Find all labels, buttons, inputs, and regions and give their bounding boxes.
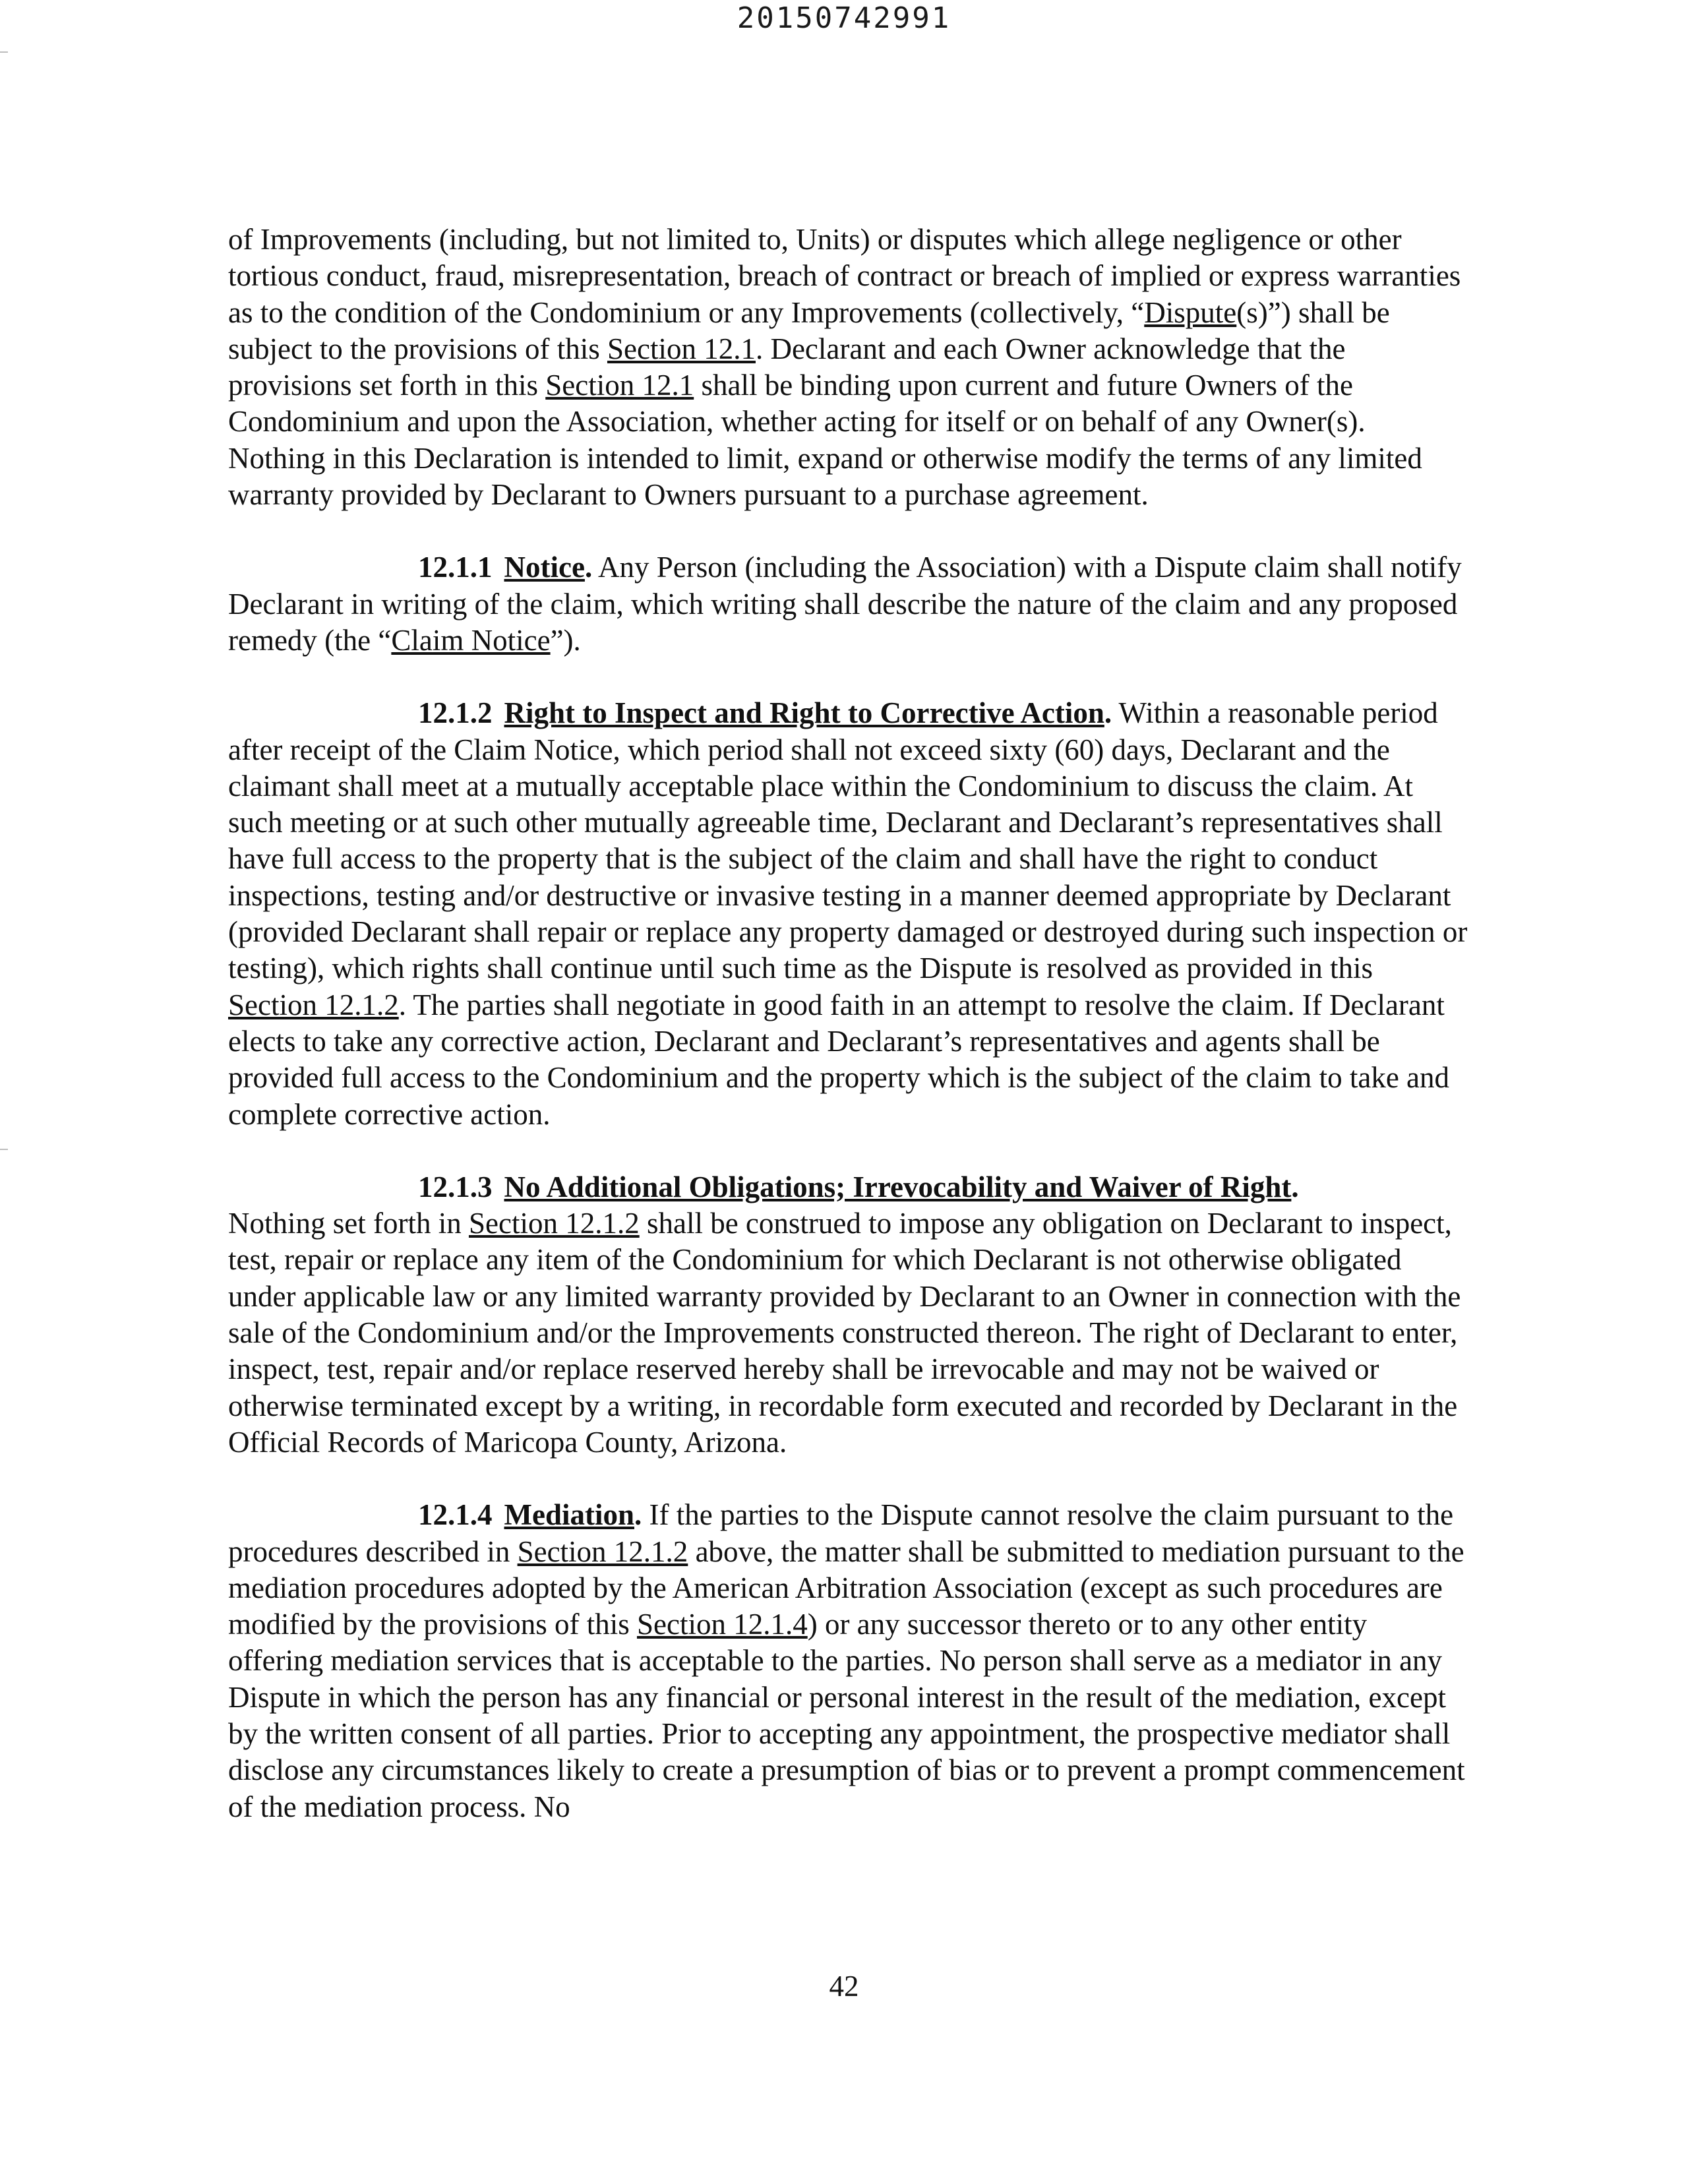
section-ref-12-1: Section 12.1 — [607, 332, 756, 365]
section-ref-12-1-second: Section 12.1 — [545, 369, 694, 402]
section-title-mediation: Mediation — [504, 1498, 634, 1532]
claim-notice-term: Claim Notice — [391, 623, 551, 657]
section-ref-12-1-4: Section 12.1.4 — [636, 1608, 808, 1641]
section-12-1-4: 12.1.4 Mediation. If the parties to the Dispute cannot resolve the claim pursuant to the procedures described in Section 12.1.2 above, the matter shall be submitted to mediation pursuant to the mediation procedures adopted by the American Arbitration Association (except as such procedures are modified by the provisions of this Section 12.1.4) or any successor thereto or to any other entity offering mediation services that is acceptable to the parties. No person shall serve as a mediator in any Dispute in which the person has any financial or personal interest in the result of the mediation, except by the written consent of all parties. Prior to accepting any appointment, the prospective mediator shall disclose any circumstances likely to create a presumption of bias or to prevent a prompt commencement of the mediation process. No — [228, 1498, 1465, 1823]
section-12-1-2: 12.1.2 Right to Inspect and Right to Corrective Action. Within a reasonable period after receipt of the Claim Notice, which period shall not exceed sixty (60) days, Declarant and the claimant shall meet at a mutually acceptable place within the Condominium to discuss the claim. At such meeting or at such other mutually agreeable time, Declarant and Declarant’s representatives shall have full access to the property that is the subject of the claim and shall have the right to conduct inspections, testing and/or destructive or invasive testing in a manner deemed appropriate by Declarant (provided Declarant shall repair or replace any property damaged or destroyed during such inspection or testing), which rights shall continue until such time as the Dispute is resolved as provided in this Section 12.1.2. The parties shall negotiate in good faith in an attempt to resolve the claim. If Declarant elects to take any corrective action, Declarant and Declarant’s representatives and agents shall be provided full access to the Condominium and the property which is the subject of the claim to take and complete corrective action. — [228, 696, 1468, 1131]
section-ref-12-1-2: Section 12.1.2 — [517, 1534, 688, 1568]
section-title-no-additional-obligations: No Additional Obligations; Irrevocability and Waiver of Right — [504, 1170, 1292, 1203]
section-number: 12.1.3 — [418, 1170, 493, 1203]
page-number: 42 — [829, 1970, 859, 2003]
section-ref-12-1-2: Section 12.1.2 — [228, 988, 399, 1021]
section-title-notice: Notice — [504, 551, 585, 584]
section-title-right-to-inspect: Right to Inspect and Right to Corrective Action — [504, 696, 1104, 730]
section-number: 12.1.1 — [418, 551, 493, 584]
section-number: 12.1.2 — [418, 696, 493, 730]
scan-mark-top — [0, 51, 8, 53]
scan-mark-middle — [0, 1149, 8, 1150]
intro-paragraph: of Improvements (including, but not limited to, Units) or disputes which allege negligence or other tortious conduct, fraud, misrepresentation, breach of contract or breach of implied or express warranties as to the condition of the Condominium or any Improvements (collectively, “Dispute(s)”) shall be subject to the provisions of this Section 12.1. Declarant and each Owner acknowledge that the provisions set forth in this Section 12.1 shall be binding upon current and future Owners of the Condominium and upon the Association, whether acting for itself or on behalf of any Owner(s). Nothing in this Declaration is intended to limit, expand or otherwise modify the terms of any limited warranty provided by Declarant to Owners pursuant to a purchase agreement. — [228, 223, 1461, 512]
section-ref-12-1-2: Section 12.1.2 — [468, 1207, 640, 1240]
document-number: 20150742991 — [737, 1, 951, 35]
document-body — [228, 222, 1468, 1862]
dispute-term: Dispute — [1144, 295, 1237, 329]
section-12-1-1: 12.1.1 Notice. Any Person (including the Association) with a Dispute claim shall notify Declarant in writing of the claim, which writing shall describe the nature of the claim and any proposed remedy (the “Claim Notice”). — [228, 551, 1462, 657]
section-12-1-3: 12.1.3 No Additional Obligations; Irrevocability and Waiver of Right. Nothing set forth in Section 12.1.2 shall be construed to impose any obligation on Declarant to inspect, test, repair or replace any item of the Condominium for which Declarant is not otherwise obligated under applicable law or any limited warranty provided by Declarant to an Owner in connection with the sale of the Condominium and/or the Improvements constructed thereon. The right of Declarant to enter, inspect, test, repair and/or replace reserved hereby shall be irrevocable and may not be waived or otherwise terminated except by a writing, in recordable form executed and recorded by Declarant in the Official Records of Maricopa County, Arizona. — [228, 1170, 1461, 1459]
section-number: 12.1.4 — [418, 1498, 493, 1532]
